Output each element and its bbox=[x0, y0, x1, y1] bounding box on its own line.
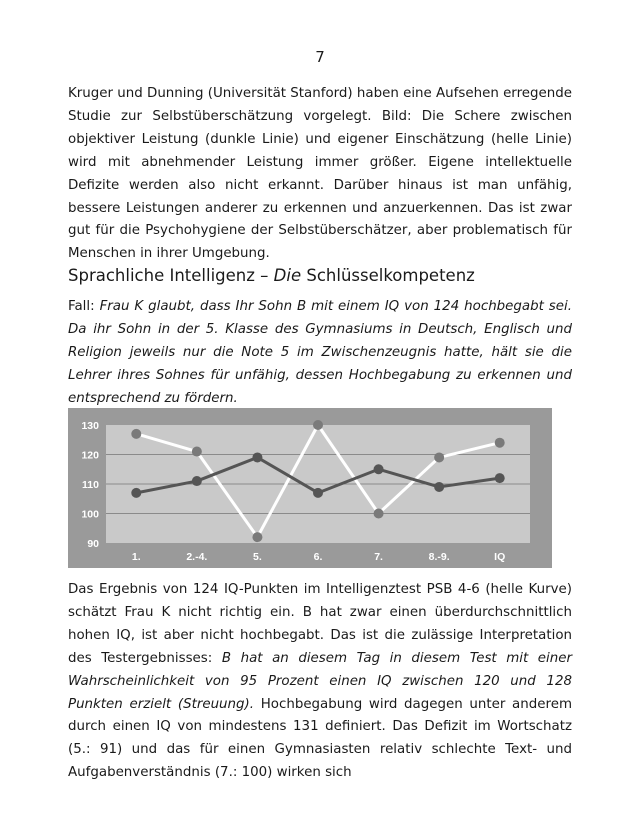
point-dark bbox=[192, 476, 202, 486]
heading-italic: Die bbox=[273, 266, 302, 285]
heading-part-1: Sprachliche Intelligenz – bbox=[68, 266, 274, 285]
paragraph-kruger-dunning: Kruger und Dunning (Universität Stanford) haben eine Aufsehen erregende Studie zur Selbstüberschätzung vorgelegt. Bild: Die Schere zwischen objektiver Leistung (dunkle Linie) und eigener Einschätzung (helle Linie) wird mit abnehmender Leistung immer größer. Eigene intellektuelle Defizite werden also nicht erkannt. Darüber hinaus ist man unfähig, bessere Leistungen anderer zu erkennen und anzuerkennen. Das ist zwar gut für die Psychohygiene der Selbstüberschätzer, aber problematisch für Menschen in ihrer Umgebung. bbox=[68, 86, 572, 262]
y-tick-label: 130 bbox=[81, 420, 99, 432]
case-label: Fall: bbox=[68, 299, 100, 314]
x-tick-label: IQ bbox=[494, 551, 506, 563]
heading-part-2: Schlüsselkompetenz bbox=[301, 266, 475, 285]
paragraph-case bbox=[68, 296, 572, 411]
y-tick-label: 90 bbox=[87, 538, 99, 550]
y-tick-label: 110 bbox=[82, 479, 99, 491]
y-tick-label: 100 bbox=[81, 508, 99, 521]
point-light bbox=[192, 447, 202, 457]
result-italic: B hat an diesem Tag in diesem Test mit einer Wahrscheinlichkeit von 95 Prozent einen IQ zwischen 120 und 128 Punkten erzielt (Streuung). bbox=[68, 650, 572, 712]
point-light bbox=[131, 429, 141, 439]
x-tick-label: 2.-4. bbox=[186, 551, 208, 563]
result-text-2: Hochbegabung wird dagegen unter anderem durch einen IQ von mindestens 131 definiert. Das Defizit im Wortschatz (5.: 91) und das für einen Gymnasiasten relativ schlechte Text- und Aufgabenverständnis (7.: 100) wirken sich bbox=[68, 696, 572, 781]
point-dark bbox=[495, 473, 505, 483]
y-tick-label: 120 bbox=[81, 449, 99, 462]
iq-line-chart bbox=[68, 408, 552, 568]
x-tick-label: 8.-9. bbox=[428, 551, 450, 563]
section-heading bbox=[68, 264, 572, 288]
page-number: 7 bbox=[315, 48, 325, 66]
point-light bbox=[374, 509, 384, 519]
x-tick-label: 1. bbox=[131, 551, 141, 563]
case-text: Frau K glaubt, dass Ihr Sohn B mit einem IQ von 124 hochbegabt sei. Da ihr Sohn in der 5. Klasse des Gymnasiums in Deutsch, Englisch und Religion jeweils nur die Note 5 im Zwischenzeugnis hatte, hält sie die Lehrer ihres Sohnes für unfähig, dessen Hochbegabung zu erkennen und entsprechend zu fördern. bbox=[68, 299, 572, 406]
x-tick-label: 7. bbox=[374, 551, 383, 563]
x-axis-ticks bbox=[132, 551, 505, 563]
x-tick-label: 5. bbox=[253, 551, 262, 563]
point-dark bbox=[434, 482, 444, 492]
point-light bbox=[434, 452, 444, 462]
point-light bbox=[495, 438, 505, 448]
point-dark bbox=[313, 488, 323, 498]
x-tick-label: 6. bbox=[313, 551, 323, 563]
result-text-1: Das Ergebnis von 124 IQ-Punkten im Intelligenztest PSB 4-6 (helle Kurve) schätzt Frau K nicht richtig ein. B hat zwar einen überdurchschnittlich hohen IQ, ist aber nicht hochbegabt. Das ist die zulässige Interpretation des Testergebnisses: bbox=[68, 582, 572, 666]
point-dark bbox=[252, 452, 262, 462]
point-dark bbox=[374, 464, 384, 474]
point-dark bbox=[131, 488, 141, 498]
point-light bbox=[313, 420, 323, 430]
paragraph-result bbox=[68, 579, 572, 785]
point-light bbox=[252, 532, 262, 542]
